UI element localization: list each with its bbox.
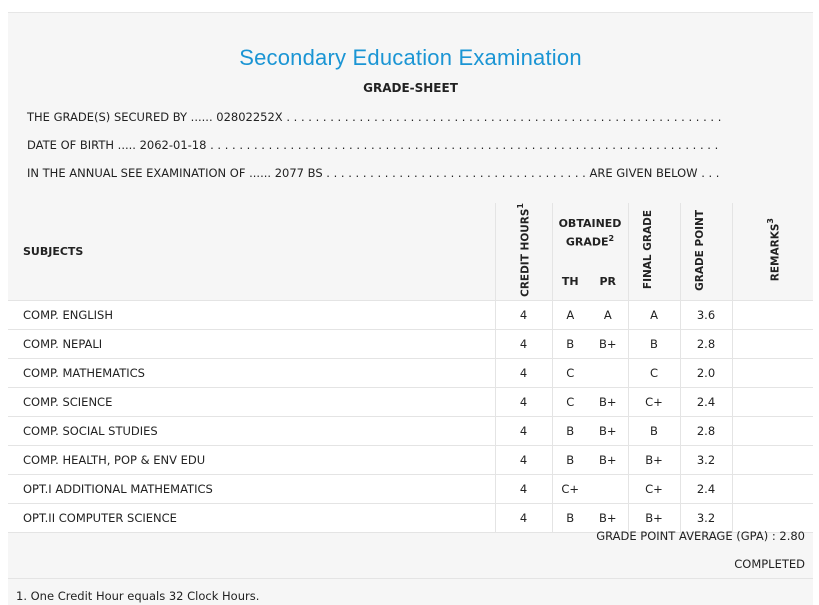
remarks-cell: [732, 416, 813, 445]
th-grade-cell: B: [552, 445, 588, 474]
pr-grade-cell: B+: [588, 329, 628, 358]
obtained-grade-header: [552, 203, 628, 262]
dot-leader: . . . . . . . . . . . . . . . . . . . . . . . . . . . . . . . . . . . . . . . . . . . . . . . . . . . . . . . . . . . .: [286, 110, 722, 124]
pr-grade-cell: [588, 358, 628, 387]
credit-cell: 4: [495, 416, 552, 445]
th-grade-cell: B: [552, 503, 588, 532]
result-status: COMPLETED: [734, 557, 805, 571]
exam-dots: ......: [249, 166, 272, 180]
gpa-summary: GRADE POINT AVERAGE (GPA) : 2.80: [596, 529, 805, 543]
final-grade-cell: C+: [628, 387, 680, 416]
footnote: 1. One Credit Hour equals 32 Clock Hours.: [16, 589, 260, 603]
subject-cell: COMP. SCIENCE: [8, 387, 495, 416]
subject-cell: COMP. NEPALI: [8, 329, 495, 358]
secured-by-dots: ......: [190, 110, 213, 124]
pr-grade-cell: [588, 474, 628, 503]
th-header: [552, 262, 588, 300]
grade-point-cell: 2.8: [680, 416, 732, 445]
credit-hours-header: [495, 203, 552, 300]
final-grade-header: [628, 203, 680, 300]
pr-grade-cell: A: [588, 300, 628, 329]
grade-point-header: [680, 203, 732, 300]
grades-table: [8, 203, 813, 533]
grade-point-label: GRADE POINT: [694, 209, 706, 291]
final-grade-label: FINAL GRADE: [642, 210, 654, 290]
th-grade-cell: B: [552, 416, 588, 445]
credit-cell: 4: [495, 387, 552, 416]
th-grade-cell: A: [552, 300, 588, 329]
secured-by-label: THE GRADE(S) SECURED BY: [27, 110, 188, 124]
grade-point-cell: 2.4: [680, 387, 732, 416]
final-grade-cell: B: [628, 329, 680, 358]
remarks-cell: [732, 358, 813, 387]
subjects-header: [8, 203, 495, 300]
exam-title: Secondary Education Examination: [239, 45, 582, 70]
pr-grade-cell: B+: [588, 387, 628, 416]
credit-cell: 4: [495, 358, 552, 387]
subject-cell: COMP. HEALTH, POP & ENV EDU: [8, 445, 495, 474]
credit-cell: 4: [495, 300, 552, 329]
th-grade-cell: C: [552, 358, 588, 387]
remarks-cell: [732, 300, 813, 329]
final-grade-cell: B+: [628, 445, 680, 474]
grade-point-cell: 2.8: [680, 329, 732, 358]
table-row: [8, 445, 813, 474]
subject-cell: COMP. ENGLISH: [8, 300, 495, 329]
exam-line: [27, 166, 719, 180]
final-grade-cell: B: [628, 416, 680, 445]
dob-label: DATE OF BIRTH: [27, 138, 115, 152]
footnote-divider: [8, 578, 813, 579]
dot-leader: . . . . . . . . . . . . . . . . . . . . . . . . . . . . . . . . . . . .: [326, 166, 586, 180]
secured-by-line: [27, 110, 721, 124]
subject-cell: COMP. MATHEMATICS: [8, 358, 495, 387]
grade-point-cell: 3.6: [680, 300, 732, 329]
exam-label: IN THE ANNUAL SEE EXAMINATION OF: [27, 166, 246, 180]
pr-grade-cell: B+: [588, 416, 628, 445]
grade-point-cell: 3.2: [680, 445, 732, 474]
date-of-birth: 2062-01-18: [139, 138, 207, 152]
credit-cell: 4: [495, 474, 552, 503]
subject-cell: COMP. SOCIAL STUDIES: [8, 416, 495, 445]
remarks-cell: [732, 474, 813, 503]
table-row: [8, 329, 813, 358]
final-grade-cell: A: [628, 300, 680, 329]
grade-point-cell: 3.2: [680, 503, 732, 532]
th-header-label: TH: [561, 274, 579, 288]
th-grade-cell: C: [552, 387, 588, 416]
pr-grade-cell: B+: [588, 503, 628, 532]
pr-grade-cell: B+: [588, 445, 628, 474]
obtained-grade-label: OBTAINED GRADE: [558, 216, 622, 249]
table-row: [8, 474, 813, 503]
remarks-cell: [732, 387, 813, 416]
exam-tail: ARE GIVEN BELOW . . .: [589, 166, 720, 180]
symbol-number: 02802252X: [216, 110, 283, 124]
th-grade-cell: C+: [552, 474, 588, 503]
obtained-grade-footnote-ref: 2: [608, 233, 615, 243]
subject-cell: OPT.I ADDITIONAL MATHEMATICS: [8, 474, 495, 503]
dot-leader: . . . . . . . . . . . . . . . . . . . . . . . . . . . . . . . . . . . . . . . . . . . . . . . . . . . . . . . . . . . . . . . . . . . . . .: [210, 138, 719, 152]
grades-body: [8, 300, 813, 532]
credit-cell: 4: [495, 329, 552, 358]
grade-point-cell: 2.0: [680, 358, 732, 387]
sheet-title: GRADE-SHEET: [363, 81, 458, 95]
remarks-footnote-ref: 3: [765, 218, 775, 224]
table-row: [8, 416, 813, 445]
exam-year: 2077 BS: [274, 166, 323, 180]
table-row: [8, 358, 813, 387]
credit-hours-label: CREDIT HOURS: [519, 208, 532, 297]
credit-hours-footnote-ref: 1: [516, 203, 526, 209]
remarks-header: [732, 203, 813, 300]
table-row: [8, 387, 813, 416]
subject-cell: OPT.II COMPUTER SCIENCE: [8, 503, 495, 532]
final-grade-cell: C: [628, 358, 680, 387]
pr-header-label: PR: [599, 274, 617, 288]
remarks-cell: [732, 329, 813, 358]
remarks-label: REMARKS: [769, 223, 781, 282]
credit-cell: 4: [495, 503, 552, 532]
table-row: [8, 300, 813, 329]
dob-dots: .....: [117, 138, 136, 152]
subjects-header-label: SUBJECTS: [23, 245, 84, 259]
credit-cell: 4: [495, 445, 552, 474]
dob-line: [27, 138, 718, 152]
grade-point-cell: 2.4: [680, 474, 732, 503]
remarks-cell: [732, 445, 813, 474]
pr-header: [588, 262, 628, 300]
final-grade-cell: C+: [628, 474, 680, 503]
grade-sheet-panel: [8, 12, 813, 605]
final-grade-cell: B+: [628, 503, 680, 532]
th-grade-cell: B: [552, 329, 588, 358]
